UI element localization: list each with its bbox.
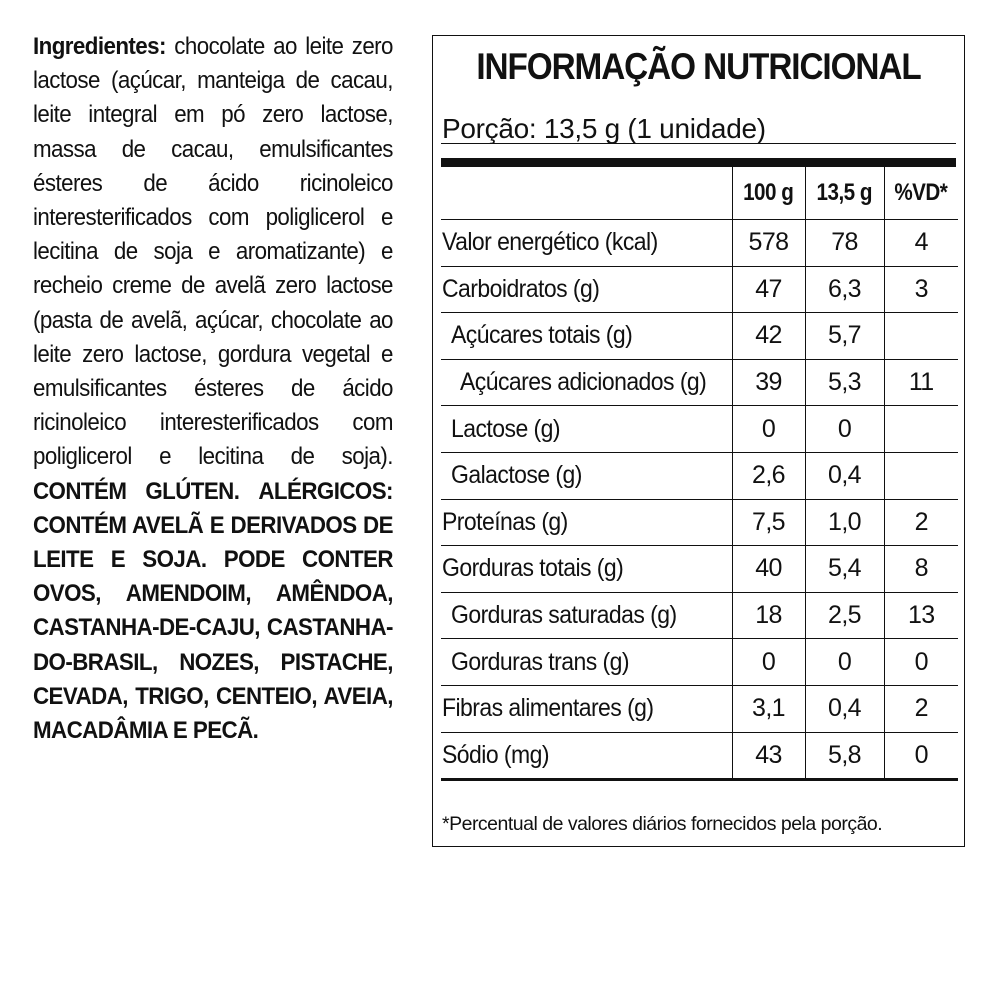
value-per-portion: 5,7 xyxy=(805,313,884,360)
daily-value-percent: 2 xyxy=(884,499,958,546)
table-row xyxy=(441,452,958,499)
table-row xyxy=(441,220,958,267)
nutrient-label: Valor energético (kcal) xyxy=(441,220,732,267)
value-per-portion: 0 xyxy=(805,406,884,453)
ingredients-text xyxy=(33,30,393,748)
value-per-portion: 0 xyxy=(805,639,884,686)
portion-divider xyxy=(441,158,956,167)
value-per-portion: 2,5 xyxy=(805,592,884,639)
nutrition-table xyxy=(441,167,958,781)
value-per-100g: 39 xyxy=(732,359,805,406)
value-per-portion: 78 xyxy=(805,220,884,267)
table-row xyxy=(441,266,958,313)
title-divider xyxy=(441,143,956,144)
footnote: *Percentual de valores diários fornecidos pela porção. xyxy=(442,813,883,835)
daily-value-percent xyxy=(884,406,958,453)
ingredients-list: chocolate ao leite zero lactose (açúcar, manteiga de cacau, leite integral em pó zero lactose, massa de cacau, emulsificantes ésteres de ácido ricinoleico interesterificados com poliglicerol e lecitina de soja e aromatizante) e recheio creme de avelã zero lactose (pasta de avelã, açúcar, chocolate ao leite zero lactose, gordura vegetal e emulsificantes ésteres de ácido ricinoleico interesterificados com poliglicerol e lecitina de soja). xyxy=(33,33,393,471)
daily-value-percent xyxy=(884,313,958,360)
daily-value-percent xyxy=(884,452,958,499)
table-row xyxy=(441,732,958,780)
table-row xyxy=(441,639,958,686)
table-row xyxy=(441,499,958,546)
value-per-100g: 43 xyxy=(732,732,805,780)
value-per-portion: 1,0 xyxy=(805,499,884,546)
nutrient-label: Fibras alimentares (g) xyxy=(441,685,732,732)
table-row xyxy=(441,546,958,593)
nutrient-label: Proteínas (g) xyxy=(441,499,732,546)
value-per-100g: 42 xyxy=(732,313,805,360)
value-per-100g: 2,6 xyxy=(732,452,805,499)
table-row xyxy=(441,359,958,406)
value-per-portion: 5,8 xyxy=(805,732,884,780)
daily-value-percent: 3 xyxy=(884,266,958,313)
gluten-warning: CONTÉM GLÚTEN. xyxy=(33,477,240,505)
table-row xyxy=(441,313,958,360)
may-contain-warning: PODE CONTER OVOS, AMENDOIM, AMÊNDOA, CASTANHA-DE-CAJU, CASTANHA-DO-BRASIL, NOZES, PISTACHE, CEVADA, TRIGO, CENTEIO, AVEIA, MACADÂMIA E PECÃ. xyxy=(33,546,393,745)
allergens-warning: ALÉRGICOS: CONTÉM AVELÃ E DERIVADOS DE LEITE E SOJA. xyxy=(33,477,393,574)
nutrient-label: Sódio (mg) xyxy=(441,732,732,780)
nutrition-facts-panel xyxy=(432,35,965,847)
value-per-100g: 18 xyxy=(732,592,805,639)
nutrient-label: Gorduras saturadas (g) xyxy=(441,592,732,639)
table-row xyxy=(441,406,958,453)
daily-value-percent: 11 xyxy=(884,359,958,406)
nutrient-label: Carboidratos (g) xyxy=(441,266,732,313)
value-per-portion: 5,4 xyxy=(805,546,884,593)
table-row xyxy=(441,685,958,732)
value-per-100g: 3,1 xyxy=(732,685,805,732)
nutrient-label: Galactose (g) xyxy=(441,452,732,499)
nutrient-label: Gorduras trans (g) xyxy=(441,639,732,686)
value-per-100g: 0 xyxy=(732,639,805,686)
value-per-100g: 0 xyxy=(732,406,805,453)
nutrition-title: INFORMAÇÃO NUTRICIONAL xyxy=(476,46,921,87)
header-portion: 13,5 g xyxy=(805,167,884,220)
nutrient-label: Açúcares totais (g) xyxy=(441,313,732,360)
value-per-portion: 0,4 xyxy=(805,685,884,732)
header-empty-cell xyxy=(441,167,732,220)
nutrient-label: Gorduras totais (g) xyxy=(441,546,732,593)
nutrient-label: Lactose (g) xyxy=(441,406,732,453)
value-per-100g: 40 xyxy=(732,546,805,593)
value-per-100g: 578 xyxy=(732,220,805,267)
header-100g: 100 g xyxy=(732,167,805,220)
daily-value-percent: 4 xyxy=(884,220,958,267)
nutrient-label: Açúcares adicionados (g) xyxy=(441,359,732,406)
value-per-100g: 47 xyxy=(732,266,805,313)
table-row xyxy=(441,592,958,639)
ingredients-label: Ingredientes: xyxy=(33,33,166,60)
portion-size: Porção: 13,5 g (1 unidade) xyxy=(442,113,766,144)
daily-value-percent: 2 xyxy=(884,685,958,732)
value-per-portion: 0,4 xyxy=(805,452,884,499)
value-per-portion: 6,3 xyxy=(805,266,884,313)
header-vd: %VD* xyxy=(884,167,958,220)
daily-value-percent: 13 xyxy=(884,592,958,639)
value-per-100g: 7,5 xyxy=(732,499,805,546)
value-per-portion: 5,3 xyxy=(805,359,884,406)
table-header-row xyxy=(441,167,958,220)
daily-value-percent: 0 xyxy=(884,732,958,780)
daily-value-percent: 8 xyxy=(884,546,958,593)
daily-value-percent: 0 xyxy=(884,639,958,686)
